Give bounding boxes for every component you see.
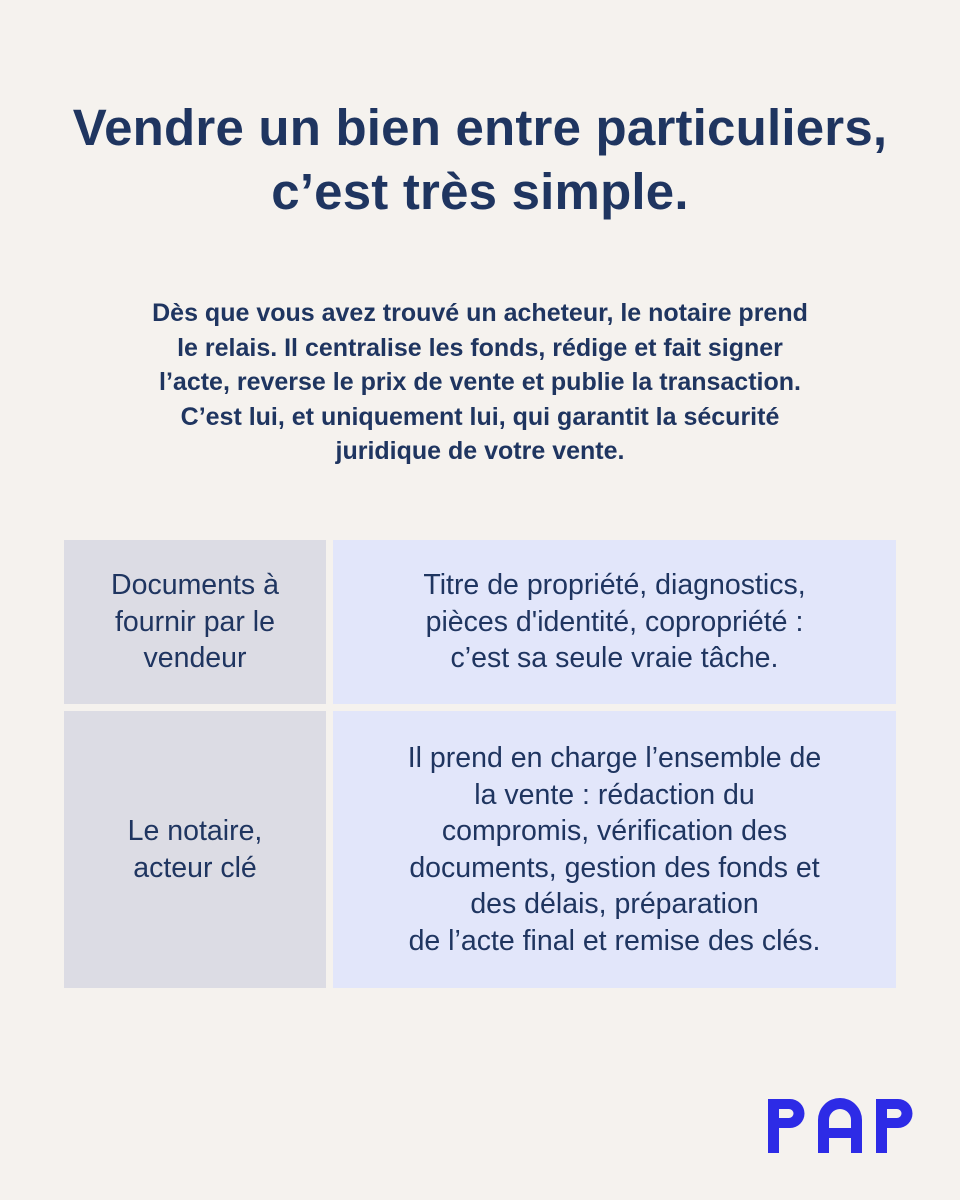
table-label-cell-documents [64,540,326,704]
intro-line: Dès que vous avez trouvé un acheteur, le notaire prend [152,299,808,327]
cell-line: Documents à [111,569,279,602]
cell-line: documents, gestion des fonds et [409,851,820,884]
intro-paragraph [80,296,880,469]
cell-line: Titre de propriété, diagnostics, [423,569,806,602]
table-value-cell-documents [333,540,896,704]
cell-line: Il prend en charge l’ensemble de [407,742,822,774]
table-label-cell-notaire [64,711,326,988]
cell-line: la vente : rédaction du [474,778,755,811]
cell-line: acteur clé [133,851,257,884]
cell-line: vendeur [143,642,247,675]
cell-line: pièces d'identité, copropriété : [425,605,804,638]
intro-line: juridique de votre vente. [335,437,625,465]
cell-line: fournir par le [115,605,275,638]
pap-logo-letter-a [818,1098,862,1153]
cell-line: de l’acte final et remise des clés. [408,924,821,957]
cell-line: des délais, préparation [470,888,759,920]
page-title [0,96,960,224]
pap-logo [768,1098,913,1154]
cell-line: c’est sa seule vraie tâche. [450,642,779,675]
cell-line: compromis, vérification des [441,815,788,847]
intro-line: le relais. Il centralise les fonds, rédige et fait signer [177,333,783,362]
title-line: c’est très simple. [271,163,689,220]
pap-logo-letter-p1 [768,1099,804,1153]
title-line: Vendre un bien entre particuliers, [72,99,888,156]
intro-line: l’acte, reverse le prix de vente et publie la transaction. [159,368,801,396]
table-value-cell-notaire [333,711,896,988]
intro-line: C’est lui, et uniquement lui, qui garantit la sécurité [180,402,780,431]
pap-logo-letter-p2 [876,1099,912,1153]
cell-line: Le notaire, [127,815,263,847]
